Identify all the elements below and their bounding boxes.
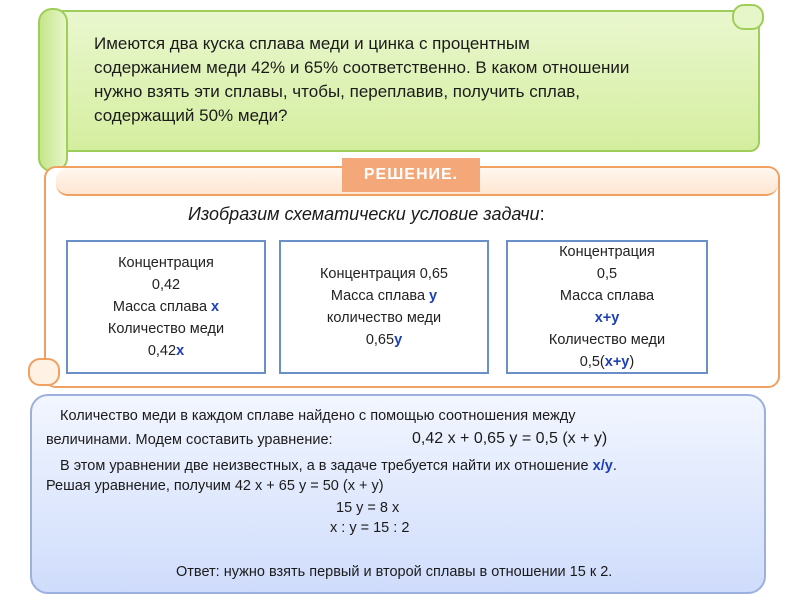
equation: 0,42 х + 0,65 у = 0,5 (х + у) [412,430,608,447]
explanation-text: . [612,458,617,474]
problem-statement [94,32,744,128]
answer: Ответ: нужно взять первый и второй сплавы в отношении 15 к 2. [176,564,613,580]
explanation-text: В этом уравнении две неизвестных, а в задаче требуется найти их отношение [60,458,593,474]
solution-step: х : у = 15 : 2 [330,520,410,536]
box-text: 0,5( [579,354,605,370]
box-line: Количество меди [107,321,225,337]
box-line: Масса сплава [559,288,655,304]
box-text: Масса сплава [330,288,430,304]
problem-scroll [40,10,760,152]
explanation-line: величинами. Модем составить уравнение: [46,432,333,448]
box-line: 0,42 [151,277,181,293]
box-line: Концентрация [118,255,214,271]
box-line: Концентрация 0,65 [319,266,448,282]
problem-line: Имеются два куска сплава меди и цинка с процентным [94,34,530,53]
explanation-line: Решая уравнение, получим 42 х + 65 у = 50 (х + у) [46,478,384,494]
variable-x: х [176,343,185,359]
box-line [68,340,264,362]
ratio-variable: х/у [592,458,613,474]
subtitle-text: Изобразим схематически условие задачи [188,204,540,224]
alloy-1-box [66,240,266,374]
variable-sum: х+у [594,310,620,326]
solution-heading: РЕШЕНИЕ. [342,158,480,192]
problem-line: содержащий 50% меди? [94,106,288,125]
result-alloy-box [506,240,708,374]
schematic-subtitle [188,204,545,225]
problem-line: содержанием меди 42% и 65% соответственно. В каком отношении [94,58,630,77]
variable-y: у [394,332,403,348]
box-line: Концентрация [559,244,655,260]
explanation-line [60,458,617,474]
box-line [68,296,264,318]
scroll-left-roll [28,358,60,386]
box-text: 0,42 [147,343,177,359]
box-text: Масса сплава [112,299,212,315]
box-line [281,329,487,351]
box-line [281,285,487,307]
box-line: Количество меди [548,332,666,348]
alloy-2-box [279,240,489,374]
scroll-curl-right [732,4,764,30]
problem-line: нужно взять эти сплавы, чтобы, переплавив, получить сплав, [94,82,581,101]
scroll-curl-left [38,8,68,172]
box-text: ) [629,354,635,370]
variable-y: у [429,288,438,304]
box-line [508,307,706,329]
explanation-panel [30,394,766,594]
explanation-line: Количество меди в каждом сплаве найдено с помощью соотношения между [60,408,576,424]
solution-step: 15 у = 8 х [336,500,400,516]
box-line: 0,5 [596,266,618,282]
variable-x: х [211,299,220,315]
box-line: количество меди [326,310,442,326]
box-line [508,351,706,373]
subtitle-colon: : [539,204,545,224]
variable-sum: х+у [604,354,630,370]
box-text: 0,65 [365,332,395,348]
